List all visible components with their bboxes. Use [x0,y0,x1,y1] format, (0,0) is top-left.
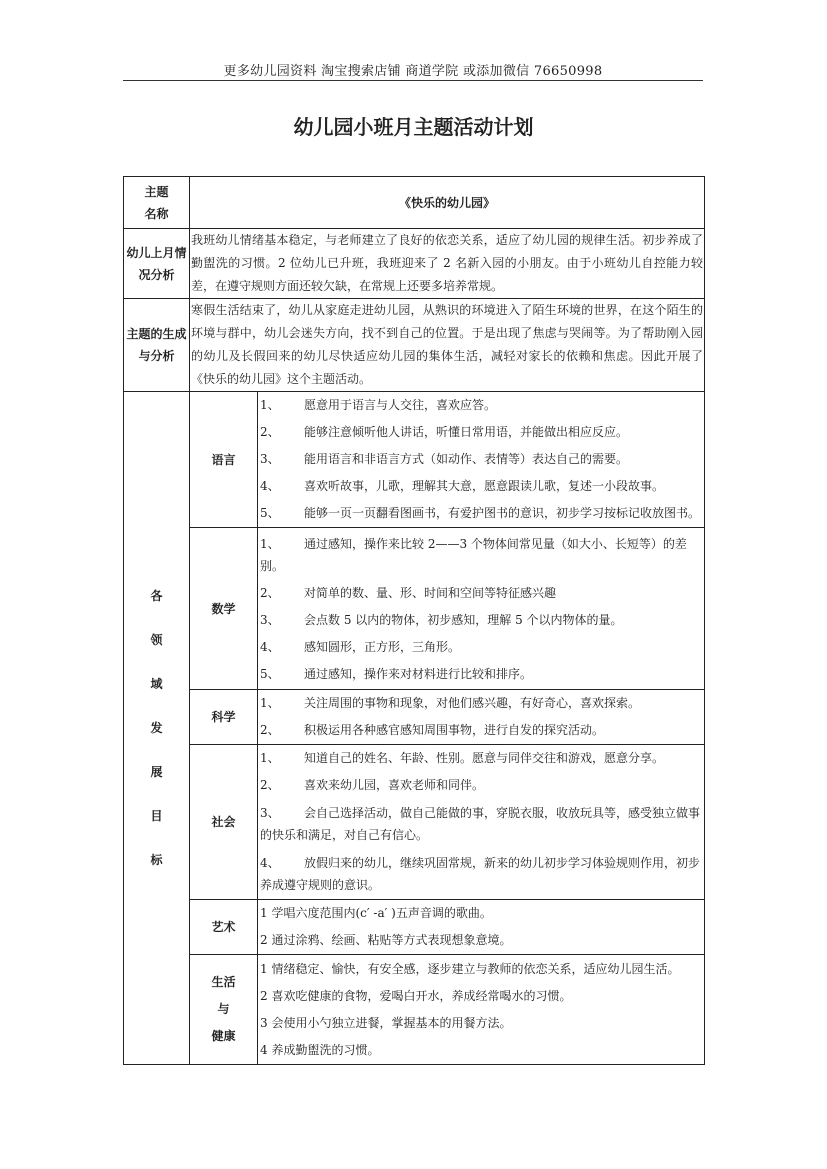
goal-item-text: 3 会使用小勺独立进餐，掌握基本的用餐方法。 [260,1016,512,1030]
domain-name: 科学 [190,690,258,745]
goal-item-text: 能够一页一页翻看图画书，有爱护图书的意识，初步学习按标记收放图书。 [304,506,701,520]
goal-item [258,772,704,799]
domain-items [258,528,705,690]
goal-item [258,580,704,607]
goal-item-text: 会点数 5 以内的物体，初步感知，理解 5 个以内物体的量。 [304,612,623,627]
plan-table [123,176,705,1065]
goal-item-number: 2、 [260,723,280,737]
goal-item-text: 4 养成勤盥洗的习惯。 [260,1043,380,1057]
goal-item [258,849,704,899]
goal-item [258,690,704,717]
goal-item-number: 2、 [260,425,280,439]
goal-item-text: 能够注意倾听他人讲话，听懂日常用语，并能做出相应反应。 [304,425,629,439]
origin-text: 寒假生活结束了，幼儿从家庭走进幼儿园，从熟识的环境进入了陌生环境的世界，在这个陌生的环境与群中，幼儿会迷失方向，找不到自己的位置。于是出现了焦虑与哭闹等。为了帮助刚入园的幼儿及长假回来的幼儿尽快适应幼儿园的集体生活，减轻对家长的依赖和焦虑。因此开展了《快乐的幼儿园》这个主题活动。 [190,299,705,392]
goal-item [258,392,704,419]
goal-item-text: 喜欢听故事，儿歌，理解其大意，愿意跟读儿歌，复述一小段故事。 [304,479,665,493]
goal-item [258,955,704,983]
domain-name: 艺术 [190,900,258,955]
goal-item-text: 能用语言和非语言方式（如动作、表情等）表达自己的需要。 [304,452,629,466]
goal-item-text: 对简单的数、量、形、时间和空间等特征感兴趣 [304,585,557,600]
goal-item [258,717,704,744]
goal-item-text: 关注周围的事物和现象，对他们感兴趣，有好奇心，喜欢探索。 [304,696,641,710]
goal-row [124,900,705,955]
theme-row [124,177,705,229]
domain-name: 生活 与 健康 [190,955,258,1065]
goal-item-number: 4、 [260,639,280,654]
goal-row [124,392,705,528]
theme-value: 《快乐的幼儿园》 [190,177,705,229]
header-divider [123,80,703,81]
origin-label: 主题的生成 与分析 [124,299,190,392]
goal-item-text: 积极运用各种感官感知周围事物，进行自发的探究活动。 [304,723,605,737]
goal-item-number: 5、 [260,666,280,681]
origin-row [124,299,705,392]
situation-row [124,229,705,299]
goal-item-text: 知道自己的姓名、年龄、性别。愿意与同伴交往和游戏，愿意分享。 [304,751,665,765]
domain-name: 社会 [190,745,258,900]
goal-item [258,419,704,446]
page-title: 幼儿园小班月主题活动计划 [293,115,534,139]
goals-label: 各 领 域 发 展 目 标 [124,392,190,1065]
domain-name: 数学 [190,528,258,690]
goal-item [258,530,704,580]
goal-item-text: 愿意用于语言与人交往，喜欢应答。 [304,398,497,412]
goals-section [124,392,705,1065]
goal-item-text: 放假归来的幼儿，继续巩固常规，新来的幼儿初步学习体验规则作用，初步养成遵守规则的意识。 [260,856,701,892]
goal-item-text: 2 通过涂鸦、绘画、粘贴等方式表现想象意境。 [260,933,512,947]
goal-item [258,927,704,954]
goal-item [258,799,704,849]
page-header: 更多幼儿园资料 淘宝搜索店铺 商道学院 或添加微信 76650998 [223,64,603,79]
goal-item-text: 通过感知，操作来比较 2——3 个物体间常见量（如大小、长短等）的差别。 [260,536,687,573]
goal-item-number: 3、 [260,806,280,820]
goal-item-text: 2 喜欢吃健康的食物，爱喝白开水，养成经常喝水的习惯。 [260,989,572,1003]
goal-item-number: 1、 [260,751,280,765]
goal-item [258,473,704,500]
goal-item-text: 通过感知，操作来对材料进行比较和排序。 [304,666,533,681]
goal-row [124,955,705,1065]
goal-item-number: 4、 [260,856,280,870]
goal-item [258,900,704,927]
goal-item [258,1037,704,1064]
goal-item [258,661,704,688]
goal-item-number: 2、 [260,778,280,792]
theme-label: 主题 名称 [124,177,190,229]
goal-item-number: 1、 [260,536,280,551]
domain-items [258,955,705,1065]
goal-item-text: 1 情绪稳定、愉快，有安全感，逐步建立与教师的依恋关系，适应幼儿园生活。 [260,962,680,976]
goal-row [124,745,705,900]
goal-row [124,690,705,745]
goal-item-number: 3、 [260,452,280,466]
goal-item [258,607,704,634]
domain-items [258,900,705,955]
goal-item-text: 感知圆形，正方形，三角形。 [304,639,461,654]
goal-item-text: 喜欢来幼儿园，喜欢老师和同伴。 [304,778,485,792]
domain-items [258,392,705,528]
goal-item [258,500,704,527]
goal-item [258,634,704,661]
situation-label: 幼儿上月情 况分析 [124,229,190,299]
goal-item [258,446,704,473]
goal-item-text: 1 学唱六度范围内(c′ -a′ )五声音调的歌曲。 [260,906,492,920]
goal-row [124,528,705,690]
goal-item-number: 3、 [260,612,280,627]
goal-item-number: 1、 [260,696,280,710]
domain-items [258,690,705,745]
goal-item-text: 会自己选择活动，做自己能做的事，穿脱衣服，收放玩具等，感受独立做事的快乐和满足，对自己有信心。 [260,806,701,842]
goal-item [258,745,704,772]
domain-name: 语言 [190,392,258,528]
situation-text: 我班幼儿情绪基本稳定，与老师建立了良好的依恋关系，适应了幼儿园的规律生活。初步养成了勤盥洗的习惯。2 位幼儿已升班，我班迎来了 2 名新入园的小朋友。由于小班幼儿自控能力较差，在遵守规则方面还较欠缺，在常规上还要多培养常规。 [190,229,705,299]
goal-item-number: 4、 [260,479,280,493]
domain-items [258,745,705,900]
goal-item-number: 2、 [260,585,280,600]
goal-item-number: 1、 [260,398,280,412]
goal-item [258,983,704,1010]
goal-item-number: 5、 [260,506,280,520]
goal-item [258,1010,704,1037]
